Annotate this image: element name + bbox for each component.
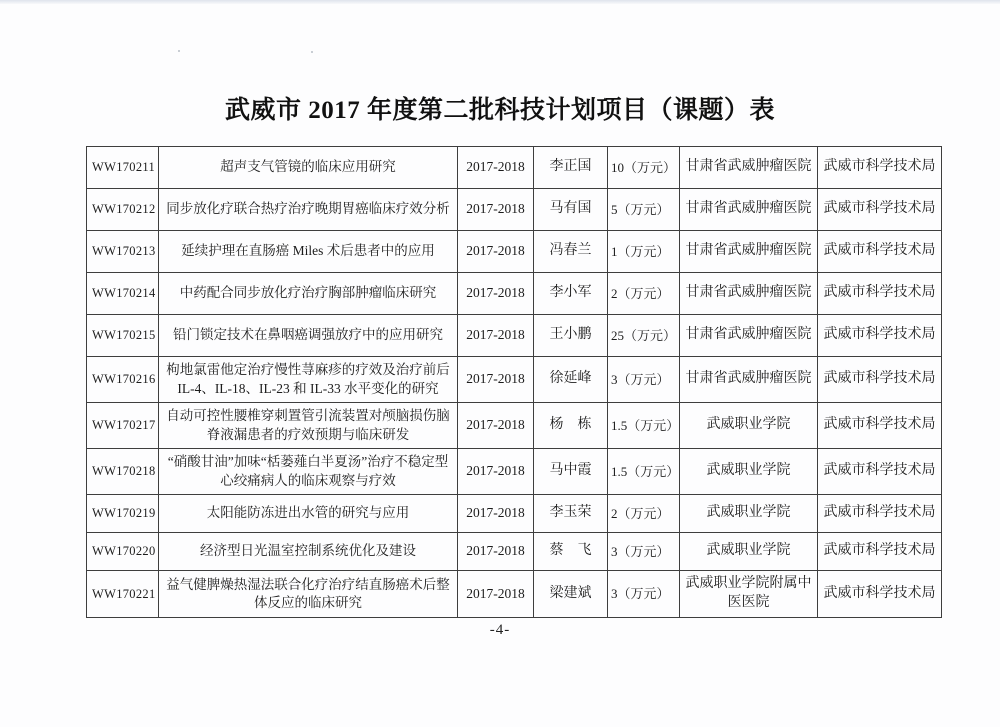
table-row (87, 189, 942, 231)
cell-institution: 武威职业学院 (680, 495, 818, 533)
cell-year: 2017-2018 (458, 495, 534, 533)
scan-speckle (178, 50, 180, 52)
cell-project-name: 枸地氯雷他定治疗慢性荨麻疹的疗效及治疗前后 IL-4、IL-18、IL-23 和 IL-33 水平变化的研究 (159, 357, 458, 403)
scan-edge-artifact (0, 0, 1000, 4)
cell-leader: 李小军 (534, 273, 608, 315)
cell-leader: 蔡 飞 (534, 533, 608, 571)
table-row (87, 147, 942, 189)
table-row (87, 357, 942, 403)
cell-year: 2017-2018 (458, 147, 534, 189)
cell-amount: 2（万元） (608, 495, 680, 533)
table-row (87, 495, 942, 533)
table-row (87, 533, 942, 571)
cell-leader: 王小鹏 (534, 315, 608, 357)
cell-project-id: WW170219 (87, 495, 159, 533)
cell-authority: 武威市科学技术局 (818, 231, 942, 273)
page-number: -4- (489, 622, 511, 638)
table-row (87, 571, 942, 618)
cell-institution: 武威职业学院附属中医医院 (680, 571, 818, 618)
scan-speckle (311, 51, 313, 53)
cell-leader: 马中霞 (534, 449, 608, 495)
cell-leader: 马有国 (534, 189, 608, 231)
cell-year: 2017-2018 (458, 189, 534, 231)
cell-project-name: 延续护理在直肠癌 Miles 术后患者中的应用 (159, 231, 458, 273)
cell-project-id: WW170218 (87, 449, 159, 495)
cell-institution: 甘肃省武威肿瘤医院 (680, 357, 818, 403)
cell-institution: 武威职业学院 (680, 533, 818, 571)
cell-leader: 李玉荣 (534, 495, 608, 533)
cell-amount: 2（万元） (608, 273, 680, 315)
cell-project-name: 太阳能防冻进出水管的研究与应用 (159, 495, 458, 533)
cell-authority: 武威市科学技术局 (818, 357, 942, 403)
cell-year: 2017-2018 (458, 231, 534, 273)
cell-year: 2017-2018 (458, 571, 534, 618)
table-row (87, 315, 942, 357)
cell-project-id: WW170213 (87, 231, 159, 273)
cell-project-name: 铅门锁定技术在鼻咽癌调强放疗中的应用研究 (159, 315, 458, 357)
cell-project-name: 同步放化疗联合热疗治疗晚期胃癌临床疗效分析 (159, 189, 458, 231)
cell-project-name: 中药配合同步放化疗治疗胸部肿瘤临床研究 (159, 273, 458, 315)
cell-project-id: WW170214 (87, 273, 159, 315)
cell-amount: 3（万元） (608, 533, 680, 571)
cell-project-id: WW170216 (87, 357, 159, 403)
cell-leader: 李正国 (534, 147, 608, 189)
cell-project-id: WW170217 (87, 403, 159, 449)
cell-institution: 甘肃省武威肿瘤医院 (680, 189, 818, 231)
cell-institution: 甘肃省武威肿瘤医院 (680, 315, 818, 357)
cell-year: 2017-2018 (458, 533, 534, 571)
cell-authority: 武威市科学技术局 (818, 571, 942, 618)
table-row (87, 449, 942, 495)
cell-project-id: WW170221 (87, 571, 159, 618)
cell-authority: 武威市科学技术局 (818, 189, 942, 231)
page-title: 武威市 2017 年度第二批科技计划项目（课题）表 (224, 97, 775, 124)
cell-authority: 武威市科学技术局 (818, 147, 942, 189)
cell-authority: 武威市科学技术局 (818, 533, 942, 571)
cell-project-id: WW170212 (87, 189, 159, 231)
project-table (86, 146, 942, 618)
cell-leader: 徐延峰 (534, 357, 608, 403)
cell-year: 2017-2018 (458, 403, 534, 449)
cell-project-name: “硝酸甘油”加味“栝蒌薤白半夏汤”治疗不稳定型心绞痛病人的临床观察与疗效 (159, 449, 458, 495)
cell-project-id: WW170215 (87, 315, 159, 357)
cell-authority: 武威市科学技术局 (818, 403, 942, 449)
cell-year: 2017-2018 (458, 315, 534, 357)
cell-project-name: 自动可控性腰椎穿刺置管引流装置对颅脑损伤脑脊液漏患者的疗效预期与临床研发 (159, 403, 458, 449)
cell-authority: 武威市科学技术局 (818, 315, 942, 357)
cell-year: 2017-2018 (458, 273, 534, 315)
cell-authority: 武威市科学技术局 (818, 495, 942, 533)
cell-leader: 杨 栋 (534, 403, 608, 449)
cell-year: 2017-2018 (458, 449, 534, 495)
cell-amount: 1（万元） (608, 231, 680, 273)
cell-project-name: 经济型日光温室控制系统优化及建设 (159, 533, 458, 571)
cell-institution: 武威职业学院 (680, 403, 818, 449)
table-row (87, 231, 942, 273)
cell-year: 2017-2018 (458, 357, 534, 403)
table-row (87, 273, 942, 315)
cell-amount: 3（万元） (608, 357, 680, 403)
cell-project-name: 益气健脾燥热湿法联合化疗治疗结直肠癌术后整体反应的临床研究 (159, 571, 458, 618)
table-row (87, 403, 942, 449)
cell-amount: 1.5（万元） (608, 403, 680, 449)
cell-amount: 3（万元） (608, 571, 680, 618)
cell-amount: 25（万元） (608, 315, 680, 357)
cell-amount: 5（万元） (608, 189, 680, 231)
cell-authority: 武威市科学技术局 (818, 273, 942, 315)
cell-project-id: WW170220 (87, 533, 159, 571)
cell-project-id: WW170211 (87, 147, 159, 189)
cell-leader: 冯春兰 (534, 231, 608, 273)
cell-amount: 10（万元） (608, 147, 680, 189)
cell-institution: 甘肃省武威肿瘤医院 (680, 273, 818, 315)
cell-institution: 甘肃省武威肿瘤医院 (680, 147, 818, 189)
cell-amount: 1.5（万元） (608, 449, 680, 495)
cell-project-name: 超声支气管镜的临床应用研究 (159, 147, 458, 189)
cell-leader: 梁建斌 (534, 571, 608, 618)
cell-institution: 甘肃省武威肿瘤医院 (680, 231, 818, 273)
cell-institution: 武威职业学院 (680, 449, 818, 495)
cell-authority: 武威市科学技术局 (818, 449, 942, 495)
